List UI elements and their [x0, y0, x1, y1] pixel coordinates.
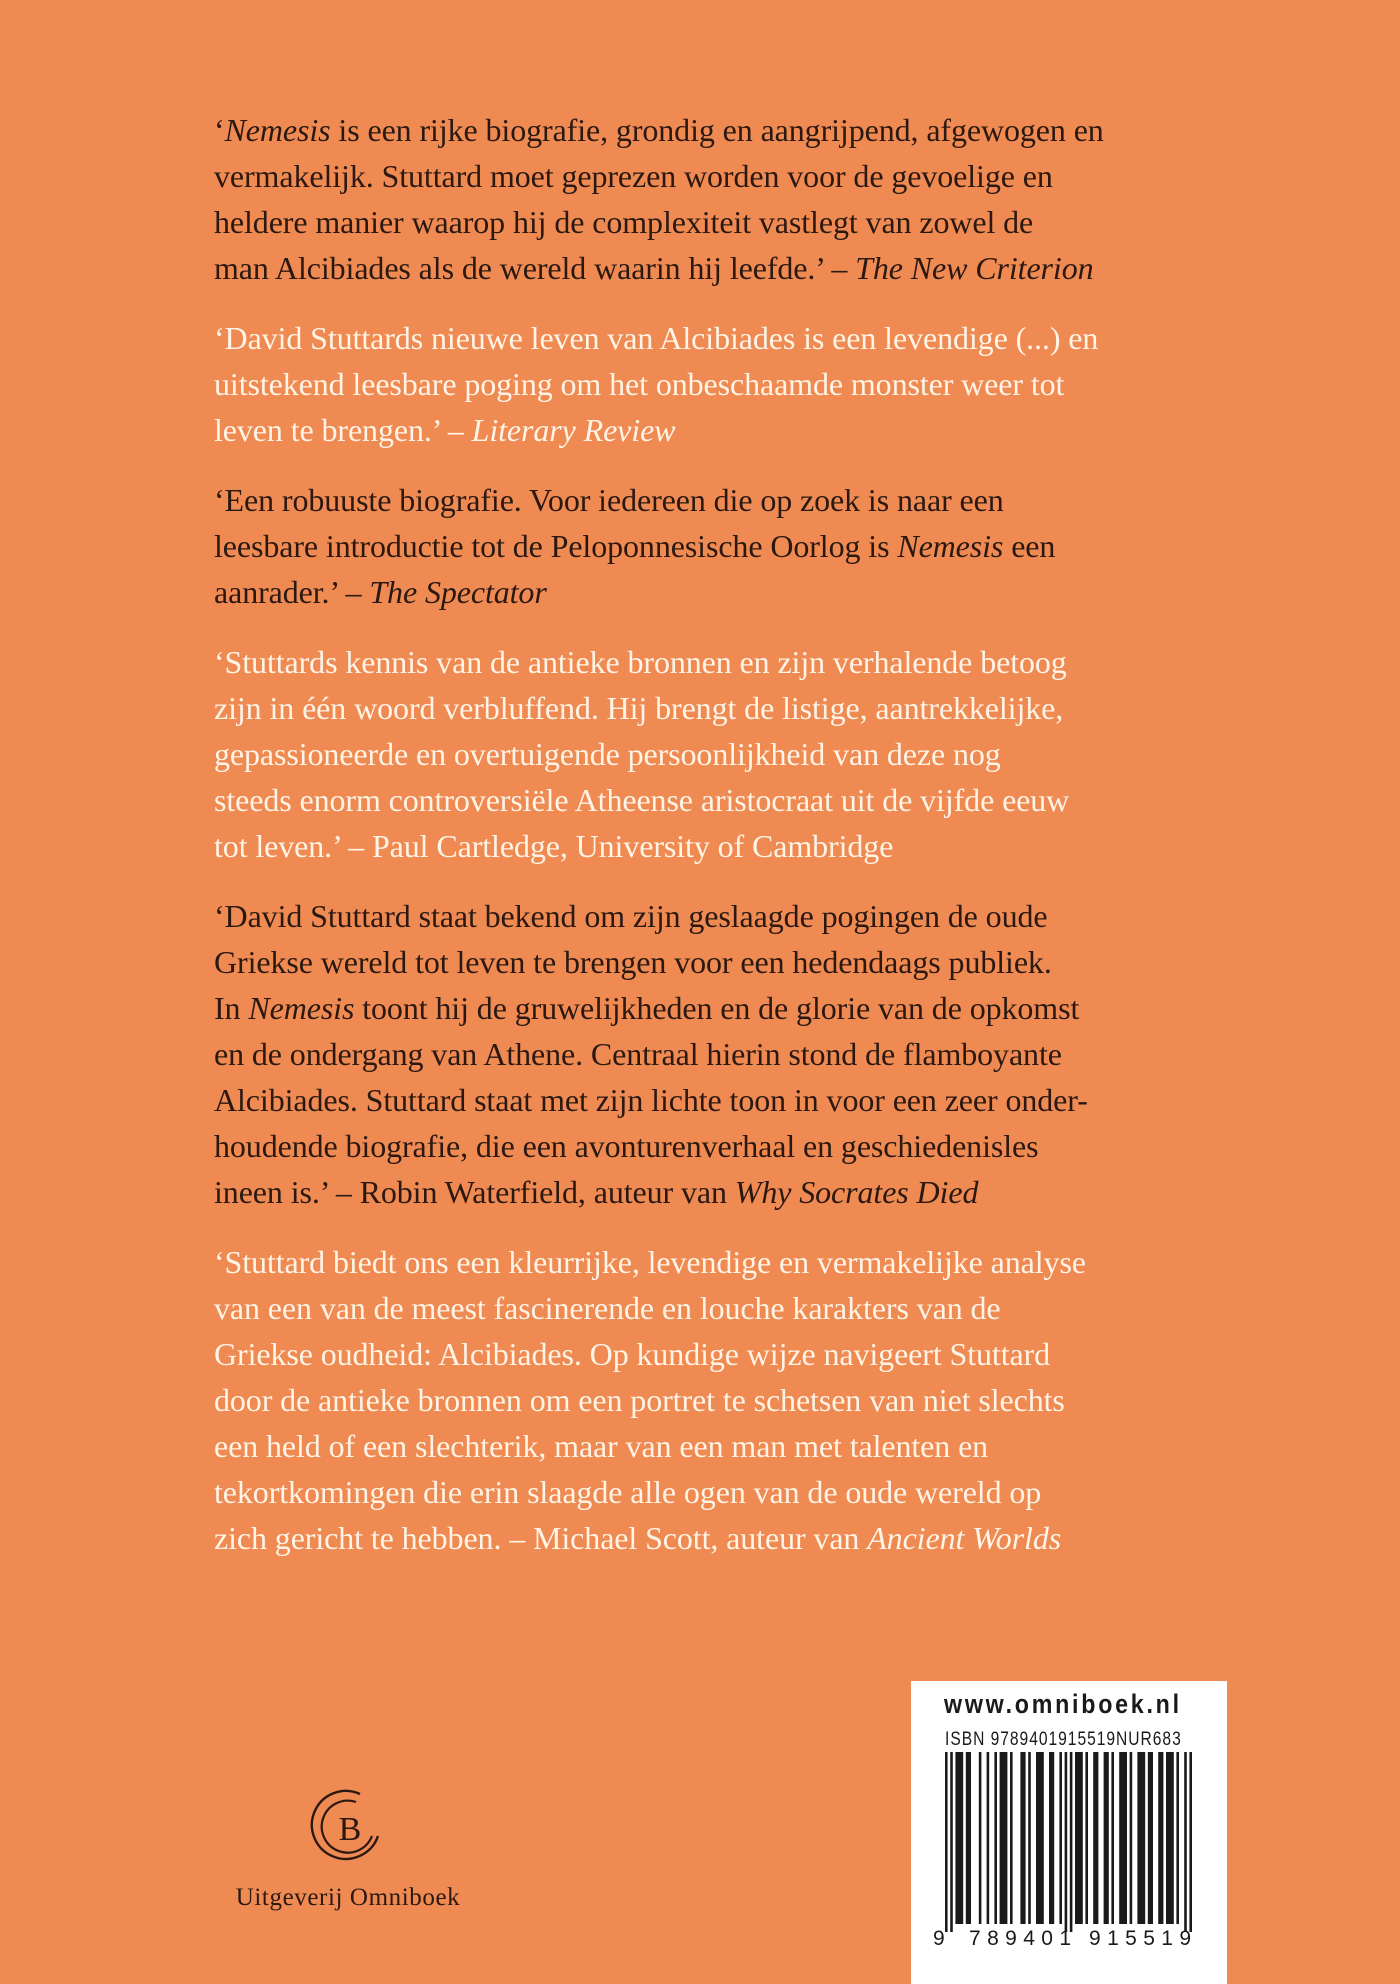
barcode-bar: [950, 1752, 953, 1932]
barcode-bar: [987, 1752, 990, 1924]
barcode-bar: [1104, 1752, 1109, 1924]
barcode-bar: [1059, 1752, 1062, 1924]
barcode-bar: [1137, 1752, 1145, 1924]
quote-line: [214, 1123, 1334, 1169]
barcode-bar: [945, 1752, 948, 1932]
barcode-bar: [1065, 1752, 1068, 1932]
barcode-digits-left: 789401: [969, 1927, 1071, 1950]
quote-text: ‘: [214, 112, 225, 148]
review-quote: [214, 893, 1334, 1215]
quote-text: ‘Stuttards kennis van de antieke bronnen en zijn verhalende betoog: [214, 644, 1067, 680]
quote-line: [214, 1285, 1334, 1331]
barcode-digit-first: 9: [933, 1927, 945, 1950]
quote-line: [214, 893, 1334, 939]
barcode-bar: [1158, 1752, 1163, 1924]
quote-line: [214, 361, 1334, 407]
review-quotes: [214, 107, 1334, 1585]
barcode-bar: [1049, 1752, 1054, 1924]
quote-line: [214, 245, 1334, 291]
quote-text: aanrader.’ –: [214, 574, 370, 610]
quote-line: [214, 639, 1334, 685]
quote-text: steeds enorm controversiële Atheense aristocraat uit de vijfde eeuw: [214, 782, 1070, 818]
barcode-bar: [1075, 1752, 1083, 1924]
quote-text: een: [1003, 528, 1056, 564]
quote-text: leven te brengen.’ –: [214, 412, 472, 448]
quote-line: [214, 1077, 1334, 1123]
publisher-name: Uitgeverij Omniboek: [235, 1884, 461, 1911]
quote-text: zijn in één woord verbluffend. Hij brengt de listige, aantrekkelijke,: [214, 690, 1064, 726]
quote-italic-text: Why Socrates Died: [734, 1174, 979, 1210]
barcode-bar: [1111, 1752, 1114, 1924]
barcode-bar: [1070, 1752, 1073, 1932]
quote-line: [214, 107, 1334, 153]
quote-text: zich gericht te hebben. – Michael Scott, auteur van: [214, 1520, 868, 1556]
quote-text: Alcibiades. Stuttard staat met zijn lichte toon in voor een zeer onder-: [214, 1082, 1088, 1118]
quote-italic-text: The Spectator: [369, 574, 547, 610]
barcode-bar: [1184, 1752, 1187, 1932]
quote-text: ‘David Stuttard staat bekend om zijn geslaagde pogingen de oude: [214, 898, 1048, 934]
barcode-bar: [1093, 1752, 1098, 1924]
barcode-bar: [1148, 1752, 1153, 1924]
quote-line: [214, 823, 1334, 869]
review-quote: [214, 639, 1334, 869]
quote-text: toont hij de gruwelijkheden en de glorie van de opkomst: [354, 990, 1080, 1026]
quote-line: [214, 199, 1334, 245]
quote-text: en de ondergang van Athene. Centraal hierin stond de flamboyante: [214, 1036, 1062, 1072]
barcode-bar: [1085, 1752, 1088, 1924]
quote-line: [214, 477, 1334, 523]
barcode-bar: [1166, 1752, 1174, 1924]
barcode-bar: [994, 1752, 997, 1924]
quote-italic-text: Ancient Worlds: [867, 1520, 1062, 1556]
quote-line: [214, 153, 1334, 199]
isbn-row: [945, 1729, 1182, 1751]
quote-text: Griekse wereld tot leven te brengen voor een hedendaags publiek.: [214, 944, 1052, 980]
quote-text: leesbare introductie tot de Peloponnesische Oorlog is: [214, 528, 898, 564]
barcode-bar: [1189, 1752, 1192, 1932]
publisher-url: www.omniboek.nl: [944, 1689, 1182, 1719]
quote-text: door de antieke bronnen om een portret te schetsen van niet slechts: [214, 1382, 1065, 1418]
barcode-bar: [1000, 1752, 1008, 1924]
quote-line: [214, 1331, 1334, 1377]
review-quote: [214, 477, 1334, 615]
quote-text: is een rijke biografie, grondig en aangrijpend, afgewogen en: [330, 112, 1104, 148]
quote-line: [214, 777, 1334, 823]
quote-text: man Alcibiades als de wereld waarin hij leefde.’ –: [214, 250, 856, 286]
barcode-digits-right: 915519: [1089, 1927, 1191, 1950]
quote-italic-text: Literary Review: [471, 412, 676, 448]
quote-text: vermakelijk. Stuttard moet geprezen worden voor de gevoelige en: [214, 158, 1053, 194]
quote-text: tekortkomingen die erin slaagde alle ogen van de oude wereld op: [214, 1474, 1042, 1510]
quote-line: [214, 407, 1334, 453]
quote-line: [214, 1515, 1334, 1561]
barcode-bar: [955, 1752, 963, 1924]
quote-text: een held of een slechterik, maar van een man met talenten en: [214, 1428, 989, 1464]
quote-line: [214, 685, 1334, 731]
quote-text: houdende biografie, die een avonturenverhaal en geschiedenisles: [214, 1128, 1039, 1164]
quote-text: ‘Stuttard biedt ons een kleurrijke, levendige en vermakelijke analyse: [214, 1244, 1086, 1280]
quote-text: ineen is.’ – Robin Waterfield, auteur van: [214, 1174, 735, 1210]
quote-text: tot leven.’ – Paul Cartledge, University of Cambridge: [214, 828, 894, 864]
publisher-block: [214, 1786, 482, 1912]
quote-text: Griekse oudheid: Alcibiades. Op kundige wijze navigeert Stuttard: [214, 1336, 1051, 1372]
isbn-label: ISBN 9789401915519: [945, 1729, 1117, 1750]
quote-line: [214, 523, 1334, 569]
barcode-box: [911, 1681, 1227, 1984]
review-quote: [214, 107, 1334, 291]
quote-text: gepassioneerde en overtuigende persoonlijkheid van deze nog: [214, 736, 1001, 772]
review-quote: [214, 315, 1334, 453]
barcode-bar: [1176, 1752, 1179, 1924]
barcode-bar: [966, 1752, 971, 1924]
nur-label: NUR683: [1116, 1729, 1182, 1750]
logo-letter: B: [338, 1811, 362, 1848]
quote-line: [214, 1169, 1334, 1215]
review-quote: [214, 1239, 1334, 1561]
quote-text: In: [214, 990, 249, 1026]
quote-italic-text: Nemesis: [897, 528, 1004, 564]
quote-line: [214, 1239, 1334, 1285]
quote-line: [214, 731, 1334, 777]
quote-text: uitstekend leesbare poging om het onbeschaamde monster weer tot: [214, 366, 1065, 402]
quote-line: [214, 939, 1334, 985]
quote-line: [214, 1377, 1334, 1423]
barcode-bar: [1028, 1752, 1031, 1924]
quote-text: ‘David Stuttards nieuwe leven van Alcibiades is een levendige (...) en: [214, 320, 1099, 356]
quote-text: van een van de meest fascinerende en louche karakters van de: [214, 1290, 1001, 1326]
ean-barcode: [931, 1752, 1207, 1952]
quote-text: heldere manier waarop hij de complexiteit vastlegt van zowel de: [214, 204, 1034, 240]
quote-italic-text: Nemesis: [248, 990, 355, 1026]
barcode-bar: [1036, 1752, 1044, 1924]
barcode-bar: [1010, 1752, 1013, 1924]
quote-italic-text: Nemesis: [224, 112, 331, 148]
barcode-bar: [1119, 1752, 1127, 1924]
quote-text: ‘Een robuuste biografie. Voor iedereen die op zoek is naar een: [214, 482, 1004, 518]
quote-line: [214, 315, 1334, 361]
quote-line: [214, 985, 1334, 1031]
barcode-bar: [1130, 1752, 1133, 1924]
quote-line: [214, 1031, 1334, 1077]
omniboek-logo-icon: [308, 1786, 388, 1866]
quote-line: [214, 1469, 1334, 1515]
quote-line: [214, 569, 1334, 615]
barcode-bar: [979, 1752, 982, 1924]
barcode-bar: [1020, 1752, 1025, 1924]
quote-line: [214, 1423, 1334, 1469]
quote-italic-text: The New Criterion: [855, 250, 1094, 286]
